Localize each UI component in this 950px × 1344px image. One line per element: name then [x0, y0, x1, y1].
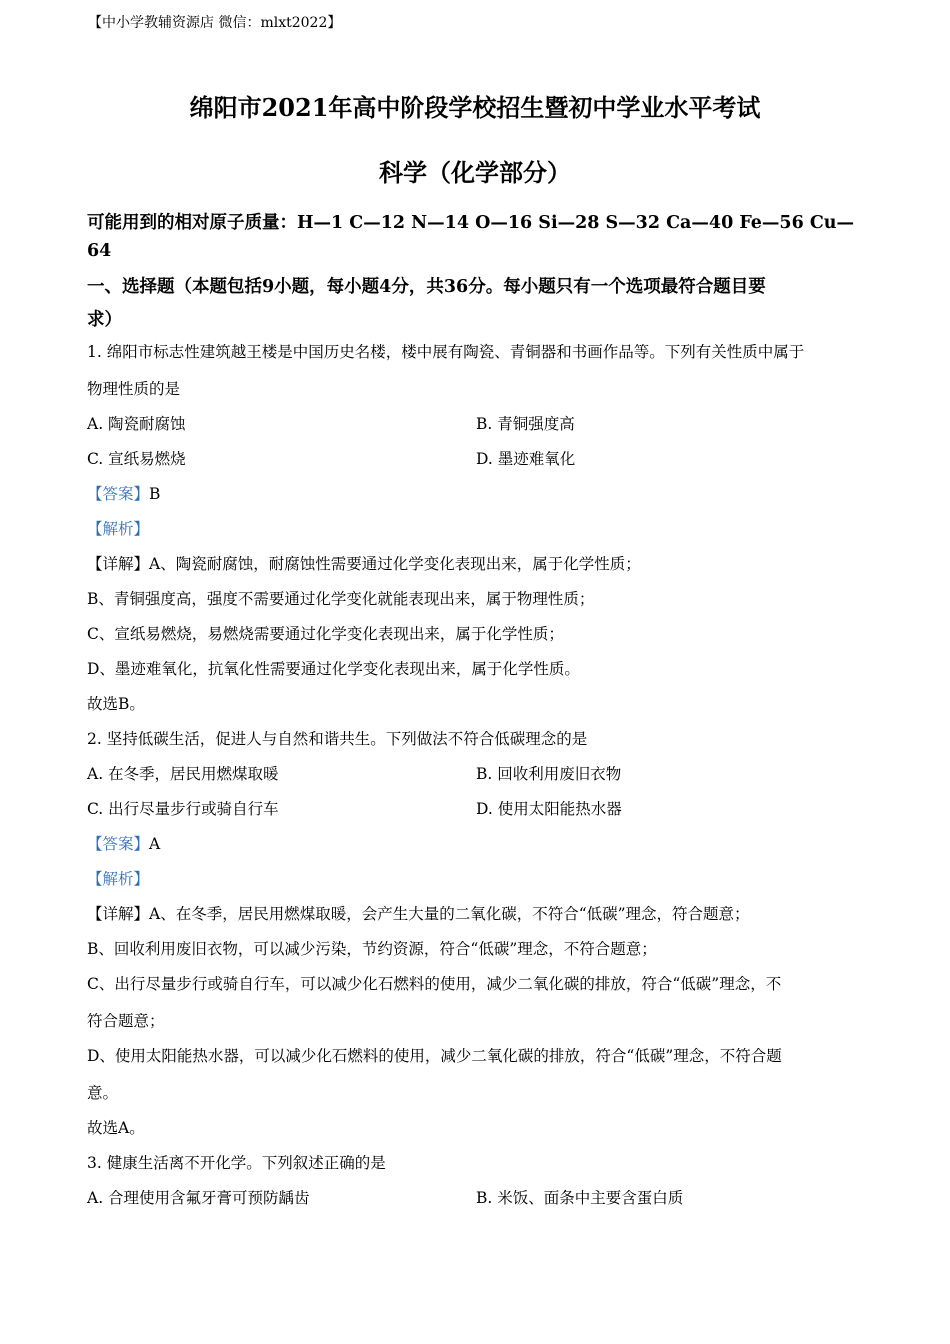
q1-option-d: D. 墨迹难氧化 [476, 450, 576, 468]
q1-detail-d: D、墨迹难氧化，抗氧化性需要通过化学变化表现出来，属于化学性质。 [87, 660, 580, 678]
answer-tag: 【答案】 [87, 835, 150, 853]
exam-title: 绵阳市2021年高中阶段学校招生暨初中学业水平考试 [189, 93, 761, 122]
q2-analysis-tag: 【解析】 [87, 870, 150, 888]
q1-conclusion: 故选B。 [87, 695, 145, 713]
q3-option-b: B. 米饭、面条中主要含蛋白质 [476, 1189, 684, 1207]
q2-detail-a: 【详解】A、在冬季，居民用燃煤取暖，会产生大量的二氧化碳，不符合“低碳”理念，符合题意； [87, 905, 750, 923]
header-note: 【中小学教辅资源店 微信：mlxt2022】 [88, 15, 342, 31]
answer-value: A [149, 835, 161, 853]
section-heading-cont: 求） [87, 310, 122, 330]
section-heading: 一、选择题（本题包括9小题，每小题4分，共36分。每小题只有一个选项最符合题目要 [87, 277, 766, 297]
answer-value: B [149, 485, 161, 503]
q1-option-a: A. 陶瓷耐腐蚀 [87, 415, 186, 433]
q3-stem: 3. 健康生活离不开化学。下列叙述正确的是 [87, 1154, 386, 1172]
q2-detail-c-cont: 符合题意； [87, 1012, 165, 1030]
q1-stem: 1. 绵阳市标志性建筑越王楼是中国历史名楼，楼中展有陶瓷、青铜器和书画作品等。下列有关性质中属于 [87, 343, 805, 361]
q1-detail-b: B、青铜强度高，强度不需要通过化学变化就能表现出来，属于物理性质； [87, 590, 595, 608]
q1-answer [87, 482, 160, 504]
q2-option-a: A. 在冬季，居民用燃煤取暖 [87, 765, 279, 783]
exam-subtitle: 科学（化学部分） [379, 158, 571, 187]
q2-answer [87, 832, 160, 854]
q2-option-c: C. 出行尽量步行或骑自行车 [87, 800, 279, 818]
q2-conclusion: 故选A。 [87, 1119, 145, 1137]
q2-detail-c: C、出行尽量步行或骑自行车，可以减少化石燃料的使用，减少二氧化碳的排放，符合“低碳”理念，不 [87, 975, 782, 993]
q1-option-b: B. 青铜强度高 [476, 415, 575, 433]
q3-option-a: A. 合理使用含氟牙膏可预防龋齿 [87, 1189, 310, 1207]
answer-tag: 【答案】 [87, 485, 150, 503]
q2-detail-b: B、回收利用废旧衣物，可以减少污染，节约资源，符合“低碳”理念，不符合题意； [87, 940, 657, 958]
q1-analysis-tag: 【解析】 [87, 520, 150, 538]
q2-detail-d-cont: 意。 [87, 1084, 119, 1102]
q1-detail-a: 【详解】A、陶瓷耐腐蚀，耐腐蚀性需要通过化学变化表现出来，属于化学性质； [87, 555, 641, 573]
atomic-mass-line-cont: 64 [87, 241, 112, 261]
q2-stem: 2. 坚持低碳生活，促进人与自然和谐共生。下列做法不符合低碳理念的是 [87, 730, 588, 748]
q2-option-d: D. 使用太阳能热水器 [476, 800, 622, 818]
q2-detail-d: D、使用太阳能热水器，可以减少化石燃料的使用，减少二氧化碳的排放，符合“低碳”理念，不符合题 [87, 1047, 782, 1065]
q1-detail-c: C、宣纸易燃烧，易燃烧需要通过化学变化表现出来，属于化学性质； [87, 625, 564, 643]
atomic-mass-line: 可能用到的相对原子质量：H—1 C—12 N—14 O—16 Si—28 S—32 Ca—40 Fe—56 Cu— [87, 213, 855, 233]
q1-stem-cont: 物理性质的是 [87, 380, 181, 398]
q1-option-c: C. 宣纸易燃烧 [87, 450, 186, 468]
q2-option-b: B. 回收利用废旧衣物 [476, 765, 622, 783]
